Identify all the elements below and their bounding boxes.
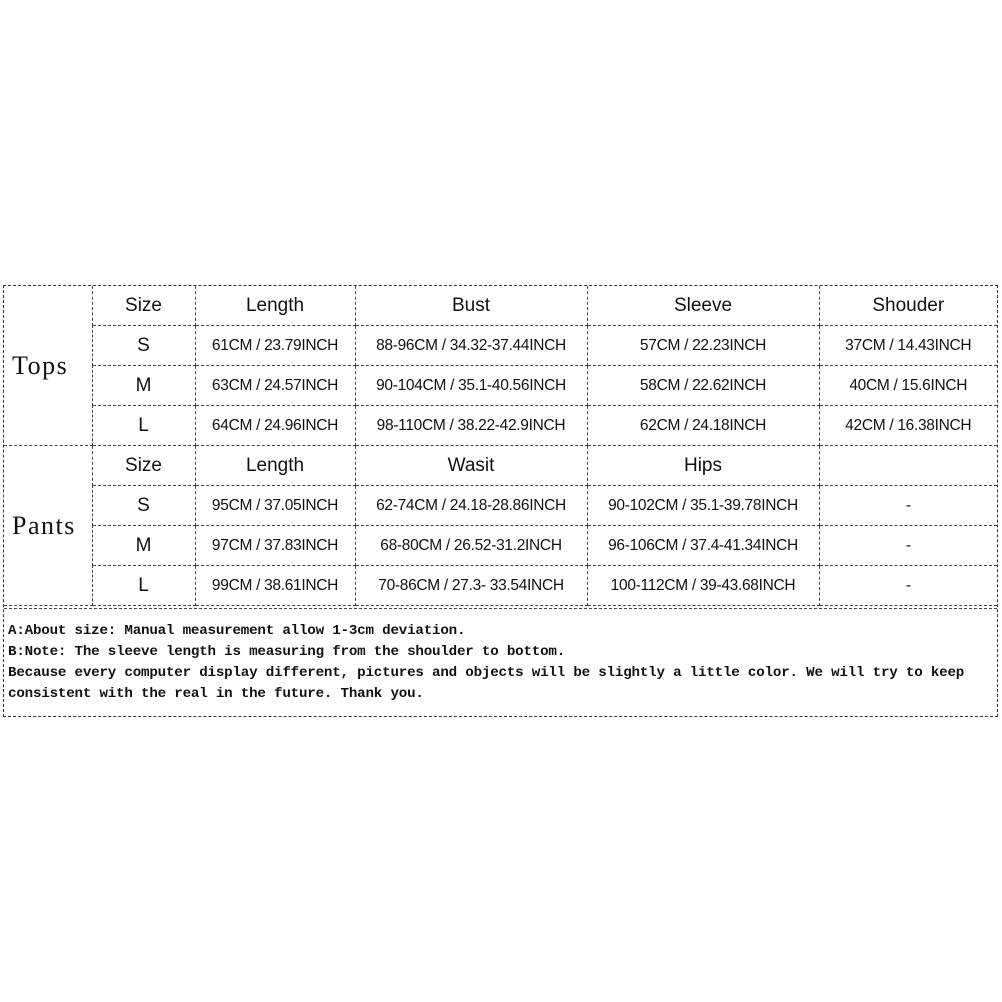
tops-size-cell: S — [92, 326, 195, 366]
pants-length-cell: 99CM / 38.61INCH — [195, 566, 355, 606]
pants-header-size: Size — [92, 446, 195, 486]
tops-header-bust: Bust — [355, 286, 587, 326]
tops-sleeve-cell: 58CM / 22.62INCH — [587, 366, 819, 406]
pants-extra-cell: - — [819, 526, 997, 566]
size-table — [4, 286, 997, 606]
pants-hips-cell: 100-112CM / 39-43.68INCH — [587, 566, 819, 606]
pants-waist-cell: 62-74CM / 24.18-28.86INCH — [355, 486, 587, 526]
pants-waist-cell: 70-86CM / 27.3- 33.54INCH — [355, 566, 587, 606]
pants-extra-cell: - — [819, 566, 997, 606]
tops-shoulder-cell: 40CM / 15.6INCH — [819, 366, 997, 406]
pants-size-cell: M — [92, 526, 195, 566]
pants-header-length: Length — [195, 446, 355, 486]
tops-header-length: Length — [195, 286, 355, 326]
note-about-size: A:About size: Manual measurement allow 1-3cm deviation. — [8, 623, 466, 639]
tops-header-size: Size — [92, 286, 195, 326]
pants-row-l — [4, 566, 997, 606]
tops-bust-cell: 90-104CM / 35.1-40.56INCH — [355, 366, 587, 406]
pants-extra-cell: - — [819, 486, 997, 526]
tops-length-cell: 61CM / 23.79INCH — [195, 326, 355, 366]
tops-length-cell: 64CM / 24.96INCH — [195, 406, 355, 446]
tops-row-m — [4, 366, 997, 406]
pants-hips-cell: 96-106CM / 37.4-41.34INCH — [587, 526, 819, 566]
tops-shoulder-cell: 42CM / 16.38INCH — [819, 406, 997, 446]
tops-header-row — [4, 286, 997, 326]
size-chart-sheet — [3, 285, 998, 717]
pants-row-s — [4, 486, 997, 526]
pants-waist-cell: 68-80CM / 26.52-31.2INCH — [355, 526, 587, 566]
pants-length-cell: 95CM / 37.05INCH — [195, 486, 355, 526]
tops-bust-cell: 98-110CM / 38.22-42.9INCH — [355, 406, 587, 446]
tops-header-shoulder: Shouder — [819, 286, 997, 326]
tops-size-cell: M — [92, 366, 195, 406]
tops-length-cell: 63CM / 24.57INCH — [195, 366, 355, 406]
tops-shoulder-cell: 37CM / 14.43INCH — [819, 326, 997, 366]
size-notes — [4, 608, 997, 716]
note-color-disclaimer: Because every computer display different, pictures and objects will be slightly a little color. We will try to keep consistent with the real in the future. Thank you. — [8, 665, 965, 702]
pants-size-cell: S — [92, 486, 195, 526]
pants-header-waist: Wasit — [355, 446, 587, 486]
tops-header-sleeve: Sleeve — [587, 286, 819, 326]
pants-size-cell: L — [92, 566, 195, 606]
pants-row-m — [4, 526, 997, 566]
tops-sleeve-cell: 62CM / 24.18INCH — [587, 406, 819, 446]
pants-header-row — [4, 446, 997, 486]
note-sleeve: B:Note: The sleeve length is measuring from the shoulder to bottom. — [8, 644, 566, 660]
pants-group-label: Pants — [4, 446, 92, 606]
tops-bust-cell: 88-96CM / 34.32-37.44INCH — [355, 326, 587, 366]
tops-row-s — [4, 326, 997, 366]
tops-size-cell: L — [92, 406, 195, 446]
pants-hips-cell: 90-102CM / 35.1-39.78INCH — [587, 486, 819, 526]
pants-length-cell: 97CM / 37.83INCH — [195, 526, 355, 566]
pants-header-empty — [819, 446, 997, 486]
pants-header-hips: Hips — [587, 446, 819, 486]
tops-row-l — [4, 406, 997, 446]
tops-sleeve-cell: 57CM / 22.23INCH — [587, 326, 819, 366]
tops-group-label: Tops — [4, 286, 92, 446]
